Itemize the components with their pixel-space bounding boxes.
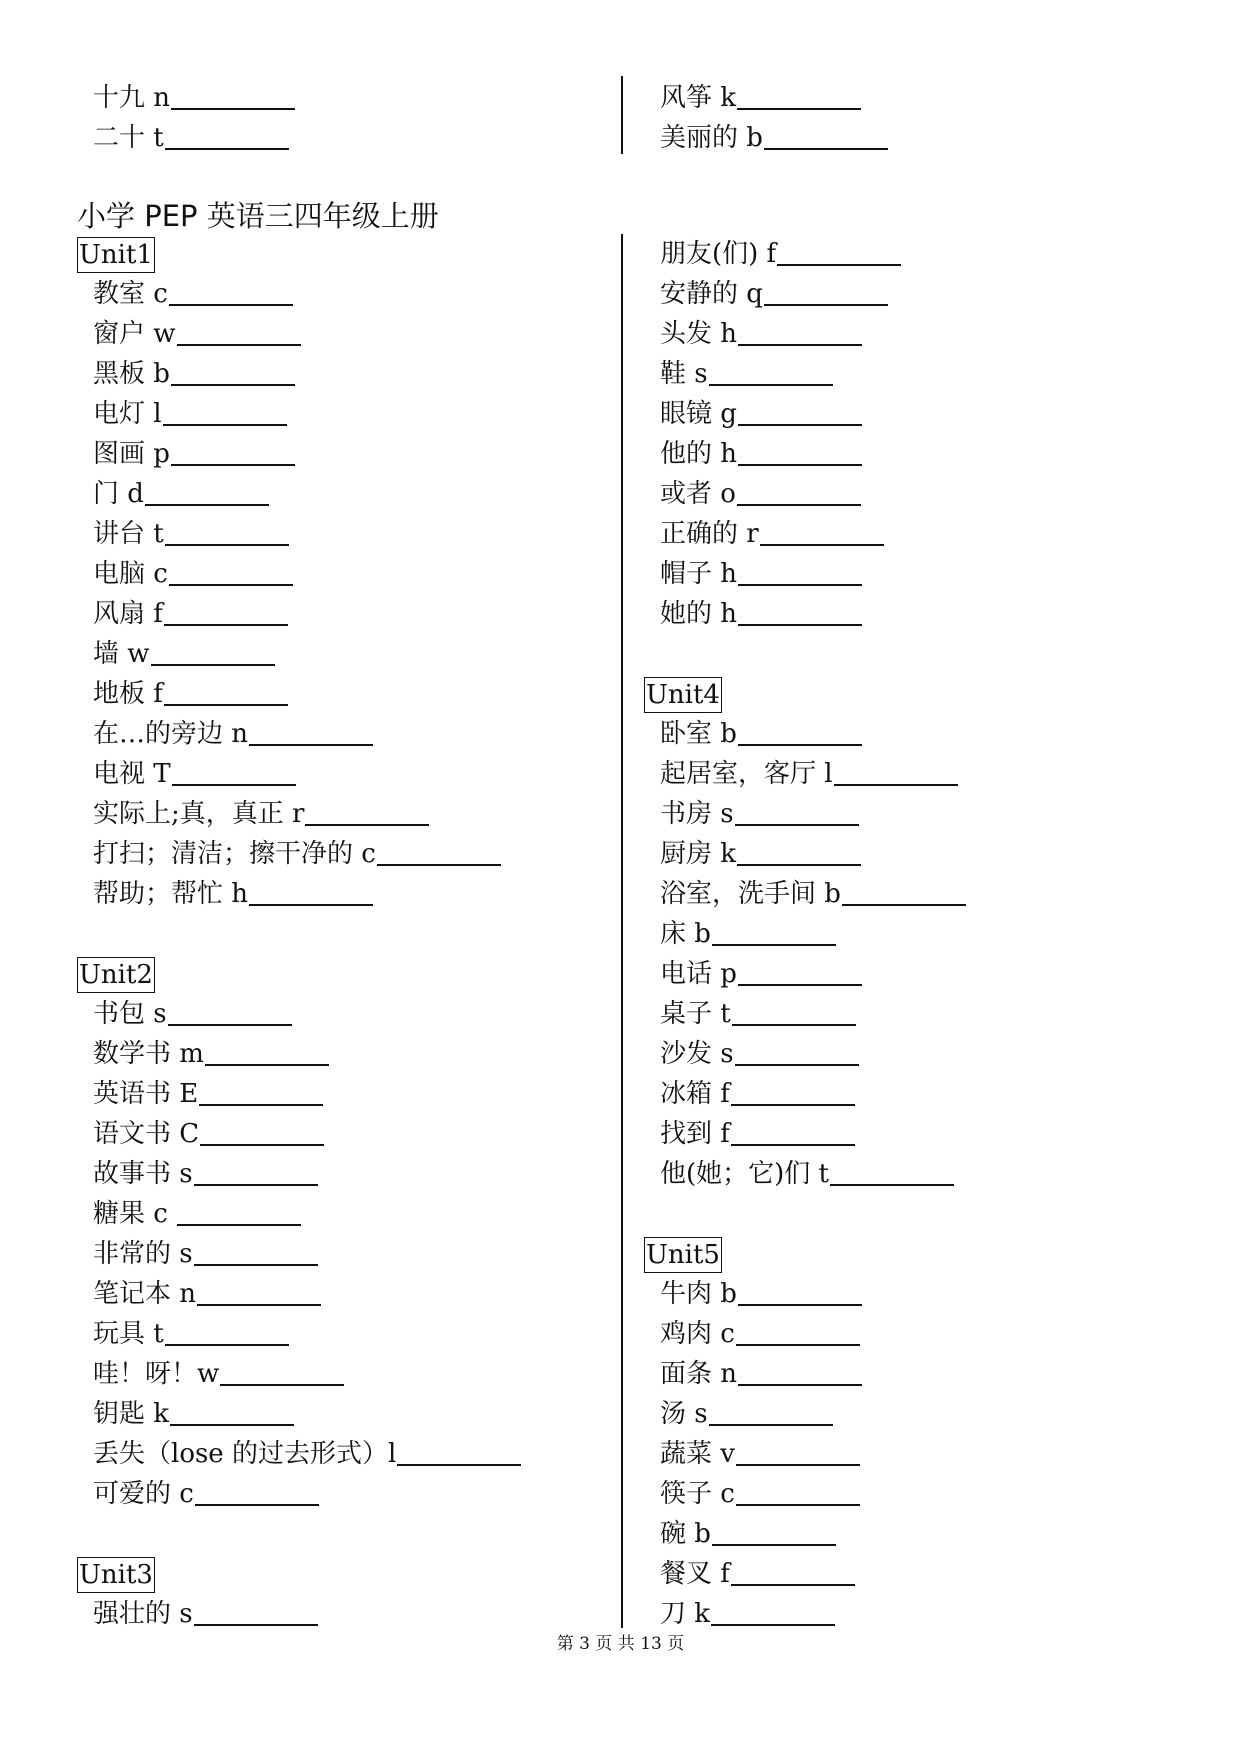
spacer bbox=[644, 634, 1204, 674]
answer-blank[interactable] bbox=[249, 714, 373, 746]
word-prompt: 语文书 C bbox=[93, 1119, 200, 1149]
vocab-item bbox=[644, 1074, 1204, 1114]
vocab-item bbox=[77, 1234, 617, 1274]
word-prompt: 找到 f bbox=[660, 1119, 730, 1149]
vocab-item bbox=[644, 514, 1204, 554]
answer-blank[interactable] bbox=[151, 634, 275, 666]
vocab-item bbox=[644, 1514, 1204, 1554]
word-prompt: 筷子 c bbox=[660, 1479, 735, 1509]
unit-label: Unit1 bbox=[77, 237, 155, 273]
word-prompt: 黑板 b bbox=[93, 359, 170, 389]
vocab-item bbox=[77, 1594, 617, 1634]
vocab-item bbox=[644, 314, 1204, 354]
vocab-item bbox=[77, 874, 617, 914]
word-prompt: 冰箱 f bbox=[660, 1079, 730, 1109]
word-prompt: 十九 n bbox=[93, 83, 171, 113]
answer-blank[interactable] bbox=[195, 1474, 319, 1506]
answer-blank[interactable] bbox=[737, 834, 861, 866]
word-prompt: 床 b bbox=[660, 919, 711, 949]
word-prompt: 鸡肉 c bbox=[660, 1319, 735, 1349]
answer-blank[interactable] bbox=[164, 594, 288, 626]
word-prompt: 打扫；清洁；擦干净的 c bbox=[93, 839, 376, 869]
unit-header bbox=[77, 234, 617, 274]
vocab-item bbox=[644, 1594, 1204, 1634]
answer-blank[interactable] bbox=[171, 434, 295, 466]
word-prompt: 帽子 h bbox=[660, 559, 738, 589]
word-prompt: 餐叉 f bbox=[660, 1559, 730, 1589]
answer-blank[interactable] bbox=[738, 314, 862, 346]
right-column bbox=[644, 234, 1204, 1634]
vocab-item bbox=[644, 554, 1204, 594]
answer-blank[interactable] bbox=[736, 1434, 860, 1466]
answer-blank[interactable] bbox=[830, 1154, 954, 1186]
vocab-item bbox=[644, 1274, 1204, 1314]
answer-blank[interactable] bbox=[732, 994, 856, 1026]
word-prompt: 电话 p bbox=[660, 959, 737, 989]
vocab-item bbox=[77, 394, 617, 434]
word-prompt: 钥匙 k bbox=[93, 1399, 170, 1429]
word-prompt: 沙发 s bbox=[660, 1039, 734, 1069]
word-prompt: 或者 o bbox=[660, 479, 736, 509]
word-prompt: 故事书 s bbox=[93, 1159, 193, 1189]
word-prompt: 电灯 l bbox=[93, 399, 162, 429]
vocab-item bbox=[77, 714, 617, 754]
word-prompt: 浴室，洗手间 b bbox=[660, 879, 841, 909]
vocab-item bbox=[77, 994, 617, 1034]
answer-blank[interactable] bbox=[377, 834, 501, 866]
word-prompt: 他的 h bbox=[660, 439, 738, 469]
vocab-item bbox=[77, 674, 617, 714]
word-prompt: 鞋 s bbox=[660, 359, 708, 389]
word-prompt: 风扇 f bbox=[93, 599, 163, 629]
answer-blank[interactable] bbox=[220, 1354, 344, 1386]
vocab-item bbox=[77, 554, 617, 594]
word-prompt: 电脑 c bbox=[93, 559, 168, 589]
word-prompt: 糖果 c bbox=[93, 1199, 177, 1229]
answer-blank[interactable] bbox=[731, 1074, 855, 1106]
word-prompt: 朋友(们) f bbox=[660, 239, 777, 269]
vocab-item bbox=[77, 754, 617, 794]
word-prompt: 面条 n bbox=[660, 1359, 738, 1389]
vocab-item bbox=[644, 594, 1204, 634]
word-prompt: 玩具 t bbox=[93, 1319, 164, 1349]
vocab-item bbox=[77, 1394, 617, 1434]
word-prompt: 非常的 s bbox=[93, 1239, 193, 1269]
vocab-item bbox=[77, 354, 617, 394]
vocab-item bbox=[644, 474, 1204, 514]
answer-blank[interactable] bbox=[305, 794, 429, 826]
answer-blank[interactable] bbox=[197, 1274, 321, 1306]
page-footer: 第 3 页 共 13 页 bbox=[556, 1634, 685, 1654]
answer-blank[interactable] bbox=[738, 394, 862, 426]
answer-blank[interactable] bbox=[249, 874, 373, 906]
answer-blank[interactable] bbox=[738, 1354, 862, 1386]
answer-blank[interactable] bbox=[709, 354, 833, 386]
unit-header bbox=[644, 674, 1204, 714]
vocab-item bbox=[77, 274, 617, 314]
word-prompt: 汤 s bbox=[660, 1399, 708, 1429]
answer-blank[interactable] bbox=[171, 78, 295, 110]
vocab-item bbox=[77, 434, 617, 474]
answer-blank[interactable] bbox=[165, 118, 289, 150]
vocab-item bbox=[644, 874, 1204, 914]
word-prompt: 笔记本 n bbox=[93, 1279, 197, 1309]
vocab-item bbox=[77, 118, 597, 158]
answer-blank[interactable] bbox=[171, 354, 295, 386]
answer-blank[interactable] bbox=[738, 954, 862, 986]
unit-header bbox=[77, 1554, 617, 1594]
answer-blank[interactable] bbox=[777, 234, 901, 266]
answer-blank[interactable] bbox=[200, 1114, 324, 1146]
word-prompt: 地板 f bbox=[93, 679, 163, 709]
vocab-item bbox=[644, 794, 1204, 834]
answer-blank[interactable] bbox=[164, 674, 288, 706]
answer-blank[interactable] bbox=[735, 794, 859, 826]
answer-blank[interactable] bbox=[194, 1154, 318, 1186]
answer-blank[interactable] bbox=[397, 1434, 521, 1466]
vocab-item bbox=[644, 1434, 1204, 1474]
vocab-item bbox=[644, 1314, 1204, 1354]
spacer bbox=[644, 1194, 1204, 1234]
word-prompt: 眼镜 g bbox=[660, 399, 737, 429]
answer-blank[interactable] bbox=[738, 714, 862, 746]
word-prompt: 门 d bbox=[93, 479, 144, 509]
word-prompt: 在…的旁边 n bbox=[93, 719, 249, 749]
answer-blank[interactable] bbox=[169, 274, 293, 306]
answer-blank[interactable] bbox=[177, 314, 301, 346]
word-prompt: 牛肉 b bbox=[660, 1279, 737, 1309]
vocab-item bbox=[77, 834, 617, 874]
word-prompt: 厨房 k bbox=[660, 839, 737, 869]
answer-blank[interactable] bbox=[736, 1314, 860, 1346]
answer-blank[interactable] bbox=[711, 1594, 835, 1626]
answer-blank[interactable] bbox=[194, 1594, 318, 1626]
word-prompt: 可爱的 c bbox=[93, 1479, 194, 1509]
answer-blank[interactable] bbox=[834, 754, 958, 786]
word-prompt: 碗 b bbox=[660, 1519, 711, 1549]
word-prompt: 二十 t bbox=[93, 123, 164, 153]
answer-blank[interactable] bbox=[165, 1314, 289, 1346]
answer-blank[interactable] bbox=[731, 1554, 855, 1586]
vocab-item bbox=[644, 234, 1204, 274]
word-prompt: 帮助；帮忙 h bbox=[93, 879, 249, 909]
vocab-item bbox=[77, 1154, 617, 1194]
word-prompt: 她的 h bbox=[660, 599, 738, 629]
vocab-item bbox=[644, 354, 1204, 394]
top-right-column bbox=[644, 78, 1204, 158]
word-prompt: 丢失（lose 的过去形式）l bbox=[93, 1439, 397, 1469]
word-prompt: 讲台 t bbox=[93, 519, 164, 549]
vocab-item bbox=[644, 754, 1204, 794]
answer-blank[interactable] bbox=[168, 994, 292, 1026]
vocab-item bbox=[644, 78, 1204, 118]
spacer bbox=[77, 914, 617, 954]
word-prompt: 正确的 r bbox=[660, 519, 759, 549]
vocab-item bbox=[77, 1434, 617, 1474]
answer-blank[interactable] bbox=[764, 274, 888, 306]
vocab-item bbox=[644, 954, 1204, 994]
vocab-item bbox=[644, 394, 1204, 434]
vocab-item bbox=[644, 834, 1204, 874]
answer-blank[interactable] bbox=[764, 118, 888, 150]
column-divider bbox=[621, 76, 623, 154]
word-prompt: 教室 c bbox=[93, 279, 168, 309]
vocab-item bbox=[644, 914, 1204, 954]
answer-blank[interactable] bbox=[165, 514, 289, 546]
answer-blank[interactable] bbox=[737, 78, 861, 110]
vocab-item bbox=[644, 1554, 1204, 1594]
vocab-item bbox=[77, 594, 617, 634]
vocab-item bbox=[644, 1154, 1204, 1194]
answer-blank[interactable] bbox=[169, 554, 293, 586]
vocab-item bbox=[77, 514, 617, 554]
vocab-item bbox=[644, 1354, 1204, 1394]
word-prompt: 头发 h bbox=[660, 319, 738, 349]
answer-blank[interactable] bbox=[199, 1074, 323, 1106]
answer-blank[interactable] bbox=[163, 394, 287, 426]
vocab-item bbox=[77, 1314, 617, 1354]
vocab-item bbox=[644, 994, 1204, 1034]
word-prompt: 桌子 t bbox=[660, 999, 731, 1029]
vocab-item bbox=[644, 1474, 1204, 1514]
left-column bbox=[77, 234, 617, 1634]
answer-blank[interactable] bbox=[194, 1234, 318, 1266]
vocab-item bbox=[77, 1474, 617, 1514]
vocab-item bbox=[77, 1274, 617, 1314]
vocab-item bbox=[77, 1074, 617, 1114]
unit-header bbox=[77, 954, 617, 994]
word-prompt: 书房 s bbox=[660, 799, 734, 829]
answer-blank[interactable] bbox=[712, 914, 836, 946]
word-prompt: 数学书 m bbox=[93, 1039, 204, 1069]
column-divider bbox=[621, 234, 623, 1628]
answer-blank[interactable] bbox=[735, 1034, 859, 1066]
word-prompt: 图画 p bbox=[93, 439, 170, 469]
answer-blank[interactable] bbox=[177, 1194, 301, 1226]
vocab-item bbox=[77, 474, 617, 514]
word-prompt: 墙 w bbox=[93, 639, 150, 669]
word-prompt: 哇！呀！w bbox=[93, 1359, 220, 1389]
vocab-item bbox=[644, 118, 1204, 158]
word-prompt: 卧室 b bbox=[660, 719, 737, 749]
vocab-item bbox=[644, 1114, 1204, 1154]
answer-blank[interactable] bbox=[709, 1394, 833, 1426]
answer-blank[interactable] bbox=[145, 474, 269, 506]
answer-blank[interactable] bbox=[842, 874, 966, 906]
word-prompt: 蔬菜 v bbox=[660, 1439, 735, 1469]
word-prompt: 窗户 w bbox=[93, 319, 176, 349]
answer-blank[interactable] bbox=[738, 554, 862, 586]
unit-label: Unit4 bbox=[644, 677, 722, 713]
answer-blank[interactable] bbox=[738, 594, 862, 626]
vocab-item bbox=[77, 1114, 617, 1154]
top-left-column bbox=[77, 78, 597, 158]
vocab-item bbox=[77, 1354, 617, 1394]
word-prompt: 他(她；它)们 t bbox=[660, 1159, 830, 1189]
word-prompt: 刀 k bbox=[660, 1599, 711, 1629]
unit-label: Unit3 bbox=[77, 1557, 155, 1593]
unit-label: Unit2 bbox=[77, 957, 155, 993]
answer-blank[interactable] bbox=[170, 1394, 294, 1426]
answer-blank[interactable] bbox=[712, 1514, 836, 1546]
answer-blank[interactable] bbox=[738, 1274, 862, 1306]
vocab-item bbox=[77, 78, 597, 118]
vocab-item bbox=[644, 434, 1204, 474]
vocab-item bbox=[644, 1034, 1204, 1074]
word-prompt: 起居室，客厅 l bbox=[660, 759, 833, 789]
vocab-item bbox=[77, 1194, 617, 1234]
vocab-item bbox=[77, 1034, 617, 1074]
section-heading: 小学 PEP 英语三四年级上册 bbox=[77, 199, 439, 233]
word-prompt: 安静的 q bbox=[660, 279, 763, 309]
vocab-item bbox=[77, 314, 617, 354]
vocab-item bbox=[644, 1394, 1204, 1434]
answer-blank[interactable] bbox=[760, 514, 884, 546]
answer-blank[interactable] bbox=[731, 1114, 855, 1146]
answer-blank[interactable] bbox=[172, 754, 296, 786]
word-prompt: 强壮的 s bbox=[93, 1599, 193, 1629]
answer-blank[interactable] bbox=[737, 474, 861, 506]
word-prompt: 英语书 E bbox=[93, 1079, 199, 1109]
word-prompt: 风筝 k bbox=[660, 83, 737, 113]
unit-header bbox=[644, 1234, 1204, 1274]
word-prompt: 电视 T bbox=[93, 759, 171, 789]
answer-blank[interactable] bbox=[736, 1474, 860, 1506]
vocab-item bbox=[644, 274, 1204, 314]
answer-blank[interactable] bbox=[738, 434, 862, 466]
vocab-item bbox=[644, 714, 1204, 754]
answer-blank[interactable] bbox=[205, 1034, 329, 1066]
unit-label: Unit5 bbox=[644, 1237, 722, 1273]
vocab-item bbox=[77, 634, 617, 674]
vocab-item bbox=[77, 794, 617, 834]
word-prompt: 美丽的 b bbox=[660, 123, 763, 153]
word-prompt: 实际上;真，真正 r bbox=[93, 799, 305, 829]
spacer bbox=[77, 1514, 617, 1554]
word-prompt: 书包 s bbox=[93, 999, 167, 1029]
